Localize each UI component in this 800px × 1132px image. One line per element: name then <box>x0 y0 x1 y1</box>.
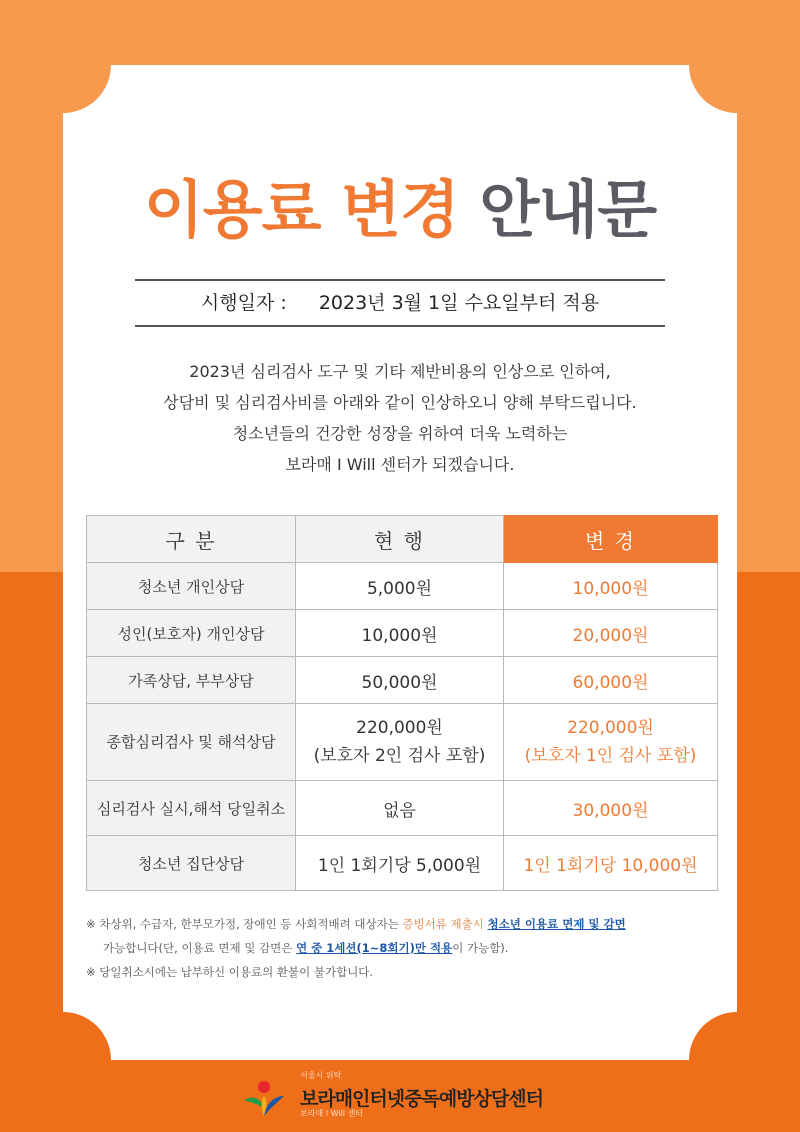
page-title <box>0 160 800 249</box>
note-1 <box>86 912 726 936</box>
note-text: 이 가능함). <box>452 941 509 955</box>
center-name: 보라매인터넷중독예방상담센터 <box>300 1088 543 1110</box>
row-category: 성인(보호자) 개인상담 <box>87 610 296 657</box>
intro-line: 2023년 심리검사 도구 및 기타 제반비용의 인상으로 인하여, <box>189 362 611 381</box>
intro-line: 상담비 및 심리검사비를 아래와 같이 인상하오니 양해 부탁드립니다. <box>163 393 637 412</box>
table-row <box>87 563 718 610</box>
row-new-note: (보호자 1인 검사 포함) <box>524 746 697 766</box>
table-row <box>87 657 718 704</box>
header-category: 구 분 <box>87 516 296 563</box>
row-current: 10,000원 <box>296 610 504 657</box>
table-row <box>87 704 718 781</box>
row-category: 가족상담, 부부상담 <box>87 657 296 704</box>
title-rest: 안내문 <box>479 173 657 246</box>
row-current-note: (보호자 2인 검사 포함) <box>313 746 486 766</box>
note-emphasis: 연 중 1세션(1~8회기)만 적용 <box>296 941 453 955</box>
row-new: 30,000원 <box>504 781 718 836</box>
effective-date-label: 시행일자 : <box>200 292 287 314</box>
row-current: 1인 1회기당 5,000원 <box>296 836 504 891</box>
notes <box>86 912 726 984</box>
row-new <box>504 704 718 781</box>
row-new: 20,000원 <box>504 610 718 657</box>
table-row <box>87 836 718 891</box>
header-new: 변 경 <box>504 516 718 563</box>
intro-text <box>100 356 700 480</box>
note-highlight: 증빙서류 제출시 <box>402 917 488 931</box>
effective-date-value: 2023년 3월 1일 수요일부터 적용 <box>318 292 600 314</box>
row-current: 없음 <box>296 781 504 836</box>
center-logo-icon <box>240 1078 288 1118</box>
row-new: 10,000원 <box>504 563 718 610</box>
fee-table <box>86 515 718 891</box>
row-category: 청소년 개인상담 <box>87 563 296 610</box>
row-category: 종합심리검사 및 해석상담 <box>87 704 296 781</box>
table-row <box>87 781 718 836</box>
footer <box>240 1070 580 1122</box>
note-text: ※ 차상위, 수급자, 한부모가정, 장애인 등 사회적배려 대상자는 <box>86 917 403 931</box>
row-current-amount: 220,000원 <box>356 718 443 738</box>
title-highlight: 이용료 변경 <box>143 173 459 246</box>
row-category: 심리검사 실시,해석 당일취소 <box>87 781 296 836</box>
footer-subtitle: 서울시 위탁 <box>300 1071 342 1080</box>
header-current: 현 행 <box>296 516 504 563</box>
note-emphasis: 청소년 이용료 면제 및 감면 <box>487 917 626 931</box>
note-2: ※ 당일취소시에는 납부하신 이용료의 환불이 불가합니다. <box>86 965 374 979</box>
row-current: 5,000원 <box>296 563 504 610</box>
table-header-row <box>87 516 718 563</box>
intro-line: 보라매 I Will 센터가 되겠습니다. <box>285 455 515 474</box>
effective-date-bar <box>135 279 665 327</box>
row-current: 50,000원 <box>296 657 504 704</box>
note-1-continued <box>86 936 726 960</box>
table-row <box>87 610 718 657</box>
row-new: 60,000원 <box>504 657 718 704</box>
row-current <box>296 704 504 781</box>
footer-tagline: 보라매 I Will 센터 <box>300 1109 364 1118</box>
row-new: 1인 1회기당 10,000원 <box>504 836 718 891</box>
intro-line: 청소년들의 건강한 성장을 위하여 더욱 노력하는 <box>232 424 568 443</box>
row-new-amount: 220,000원 <box>567 718 654 738</box>
row-category: 청소년 집단상담 <box>87 836 296 891</box>
note-text: 가능합니다(단, 이용료 면제 및 감면은 <box>103 941 297 955</box>
